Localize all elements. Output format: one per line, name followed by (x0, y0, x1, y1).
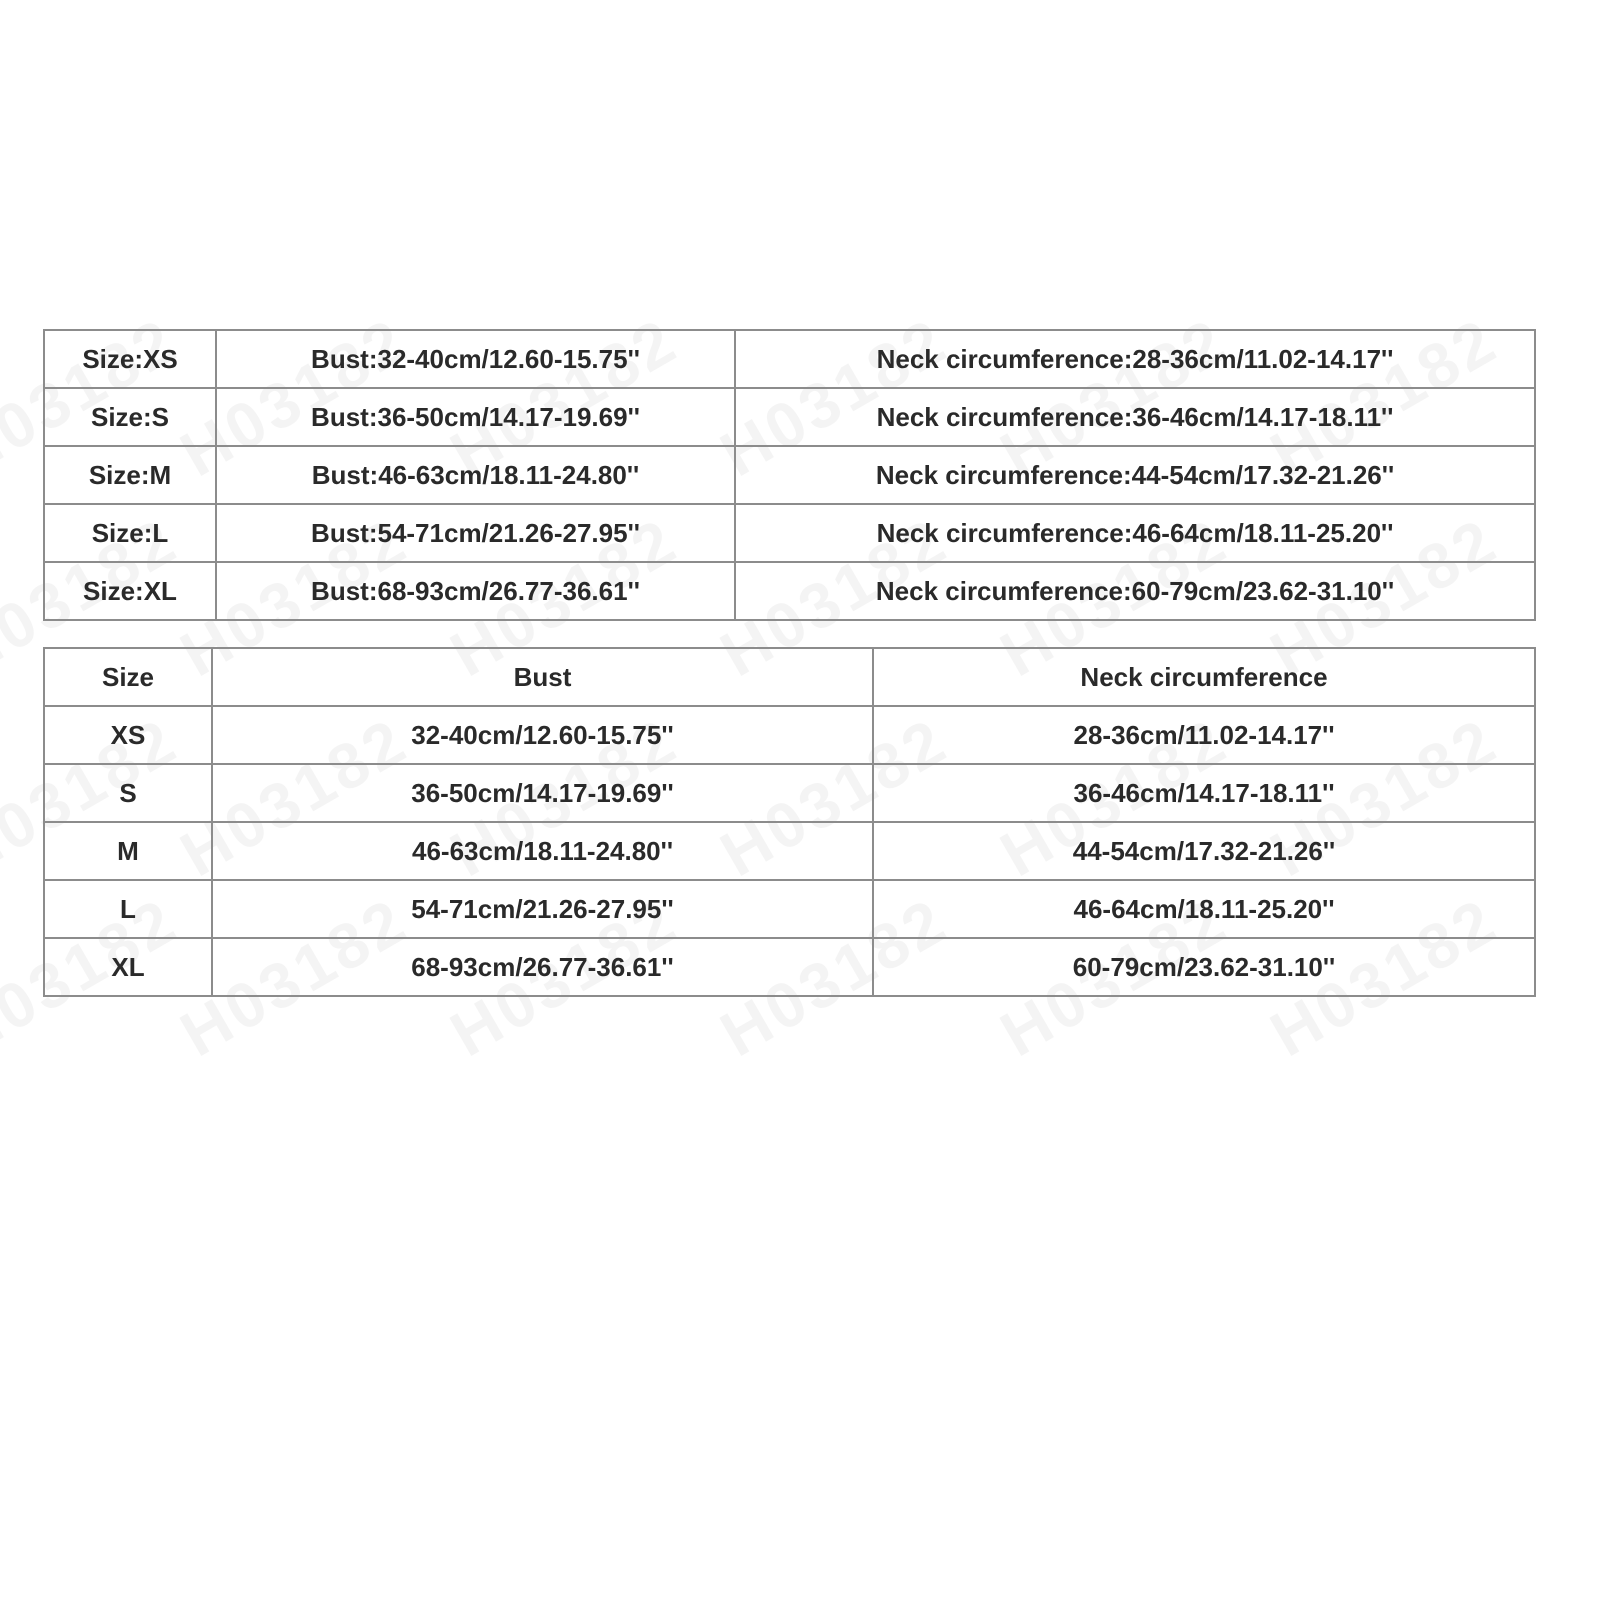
size-chart-column-table (43, 647, 1536, 997)
size-cell: Size:XS (44, 330, 216, 388)
table-row (44, 504, 1535, 562)
table-row (44, 706, 1535, 764)
table-row (44, 764, 1535, 822)
bust-cell: 36-50cm/14.17-19.69'' (212, 764, 873, 822)
bust-cell: Bust:68-93cm/26.77-36.61'' (216, 562, 735, 620)
size-cell: XS (44, 706, 212, 764)
bust-cell: Bust:54-71cm/21.26-27.95'' (216, 504, 735, 562)
table-header-row (44, 648, 1535, 706)
bust-cell: 46-63cm/18.11-24.80'' (212, 822, 873, 880)
size-cell: S (44, 764, 212, 822)
size-cell: M (44, 822, 212, 880)
header-neck: Neck circumference (873, 648, 1535, 706)
bust-cell: 54-71cm/21.26-27.95'' (212, 880, 873, 938)
neck-cell: 60-79cm/23.62-31.10'' (873, 938, 1535, 996)
size-chart-combined-table (43, 329, 1536, 621)
neck-cell: Neck circumference:28-36cm/11.02-14.17'' (735, 330, 1535, 388)
size-cell: L (44, 880, 212, 938)
size-cell: Size:S (44, 388, 216, 446)
neck-cell: Neck circumference:46-64cm/18.11-25.20'' (735, 504, 1535, 562)
table-row (44, 938, 1535, 996)
neck-cell: 36-46cm/14.17-18.11'' (873, 764, 1535, 822)
bust-cell: 68-93cm/26.77-36.61'' (212, 938, 873, 996)
size-cell: XL (44, 938, 212, 996)
bust-cell: Bust:36-50cm/14.17-19.69'' (216, 388, 735, 446)
header-size: Size (44, 648, 212, 706)
bust-cell: Bust:32-40cm/12.60-15.75'' (216, 330, 735, 388)
neck-cell: Neck circumference:44-54cm/17.32-21.26'' (735, 446, 1535, 504)
table-row (44, 880, 1535, 938)
table-row (44, 388, 1535, 446)
neck-cell: 28-36cm/11.02-14.17'' (873, 706, 1535, 764)
bust-cell: Bust:46-63cm/18.11-24.80'' (216, 446, 735, 504)
table-row (44, 562, 1535, 620)
table-row (44, 446, 1535, 504)
neck-cell: Neck circumference:60-79cm/23.62-31.10'' (735, 562, 1535, 620)
neck-cell: 46-64cm/18.11-25.20'' (873, 880, 1535, 938)
bust-cell: 32-40cm/12.60-15.75'' (212, 706, 873, 764)
size-cell: Size:L (44, 504, 216, 562)
size-cell: Size:XL (44, 562, 216, 620)
neck-cell: Neck circumference:36-46cm/14.17-18.11'' (735, 388, 1535, 446)
table-row (44, 330, 1535, 388)
neck-cell: 44-54cm/17.32-21.26'' (873, 822, 1535, 880)
table-row (44, 822, 1535, 880)
header-bust: Bust (212, 648, 873, 706)
size-cell: Size:M (44, 446, 216, 504)
